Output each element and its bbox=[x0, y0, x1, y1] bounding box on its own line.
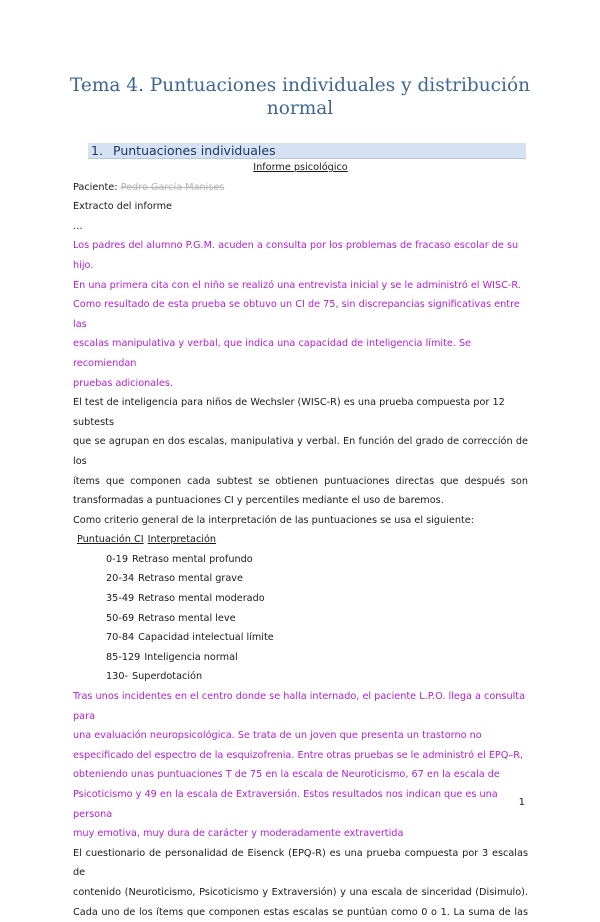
wisc-line: transformadas a puntuaciones CI y percentiles mediante el uso de baremos. bbox=[73, 495, 444, 507]
table-row bbox=[106, 550, 528, 570]
score-label: Superdotación bbox=[132, 671, 203, 683]
wisc-paragraph bbox=[73, 393, 528, 511]
header-interpretation: Interpretación bbox=[147, 534, 217, 546]
wisc-line: ítems que componen cada subtest se obtienen puntuaciones directas que después son bbox=[73, 475, 528, 487]
case-two-line: una evaluación neuropsicológica. Se trata de un joven que presenta un trastorno no bbox=[73, 730, 482, 742]
case-two-line: muy emotiva, muy dura de carácter y moderadamente extravertida bbox=[73, 828, 404, 840]
case-one-line: pruebas adicionales. bbox=[73, 377, 174, 389]
case-one-line: Los padres del alumno P.G.M. acuden a consulta por los problemas de fracaso escolar de su hijo. bbox=[73, 240, 519, 271]
table-row bbox=[106, 609, 528, 629]
case-one-paragraph bbox=[73, 236, 528, 393]
epq-line: contenido (Neuroticismo, Psicoticismo y Extraversión) y una escala de sinceridad (Disimulo). bbox=[73, 886, 528, 898]
wisc-line: El test de inteligencia para niños de Wechsler (WISC-R) es una prueba compuesta por 12 subtests bbox=[73, 397, 505, 428]
table-row bbox=[106, 648, 528, 668]
epq-line: Cada uno de los ítems que componen estas escalas se puntúan como 0 o 1. La suma de las bbox=[73, 906, 528, 918]
score-range: 85-129 bbox=[106, 651, 141, 663]
score-label: Retraso mental leve bbox=[138, 612, 236, 624]
extract-label: Extracto del informe bbox=[73, 201, 172, 213]
score-range: 0-19 bbox=[106, 553, 128, 565]
page-number: 1 bbox=[518, 797, 525, 808]
case-two-line: especificado del espectro de la esquizofrenia. Entre otras pruebas se le administró el EPQ–R, bbox=[73, 749, 524, 761]
epq-paragraph bbox=[73, 844, 528, 922]
table-row bbox=[106, 667, 528, 687]
score-table bbox=[73, 550, 528, 687]
patient-name: Pedro García Manises bbox=[120, 181, 225, 193]
case-one-line: escalas manipulativa y verbal, que indica una capacidad de inteligencia límite. Se recomiendan bbox=[73, 338, 472, 369]
score-label: Retraso mental moderado bbox=[138, 593, 265, 605]
case-one-line: Como resultado de esta prueba se obtuvo un CI de 75, sin discrepancias significativas entre las bbox=[73, 299, 520, 330]
table-header bbox=[73, 530, 528, 550]
ellipsis: … bbox=[73, 220, 83, 232]
document-title: Tema 4. Puntuaciones individuales y distribución normal bbox=[70, 75, 530, 119]
report-body bbox=[73, 158, 528, 922]
case-two-line: Psicoticismo y 49 en la escala de Extraversión. Estos resultados nos indican que es una persona bbox=[73, 789, 498, 820]
table-row bbox=[106, 628, 528, 648]
score-label: Inteligencia normal bbox=[144, 651, 238, 663]
case-two-line: obteniendo unas puntuaciones T de 75 en la escala de Neuroticismo, 67 en la escala de bbox=[73, 769, 500, 781]
section-number: 1. bbox=[91, 143, 103, 158]
report-title: Informe psicológico bbox=[253, 162, 348, 173]
header-score: Puntuación CI bbox=[77, 534, 144, 546]
table-row bbox=[106, 589, 528, 609]
score-label: Capacidad intelectual límite bbox=[138, 632, 274, 644]
patient-line bbox=[73, 178, 528, 198]
criterion-line: Como criterio general de la interpretación de las puntuaciones se usa el siguiente: bbox=[73, 514, 474, 526]
section-label: Puntuaciones individuales bbox=[113, 143, 276, 158]
score-label: Retraso mental profundo bbox=[132, 553, 253, 565]
score-range: 130- bbox=[106, 671, 128, 683]
score-range: 70-84 bbox=[106, 632, 135, 644]
case-two-paragraph bbox=[73, 687, 528, 844]
score-range: 35-49 bbox=[106, 593, 135, 605]
patient-label: Paciente: bbox=[73, 181, 118, 193]
epq-line: El cuestionario de personalidad de Eisenck (EPQ-R) es una prueba compuesta por 3 escalas de bbox=[73, 847, 528, 879]
section-heading bbox=[88, 143, 526, 159]
case-two-line: Tras unos incidentes en el centro donde se halla internado, el paciente L.P.O. llega a consulta para bbox=[73, 691, 526, 722]
score-range: 20-34 bbox=[106, 573, 135, 585]
case-one-line: En una primera cita con el niño se realizó una entrevista inicial y se le administró el WISC-R. bbox=[73, 279, 521, 291]
score-range: 50-69 bbox=[106, 612, 135, 624]
table-row bbox=[106, 569, 528, 589]
wisc-line: que se agrupan en dos escalas, manipulativa y verbal. En función del grado de corrección de los bbox=[73, 436, 528, 467]
score-label: Retraso mental grave bbox=[138, 573, 243, 585]
